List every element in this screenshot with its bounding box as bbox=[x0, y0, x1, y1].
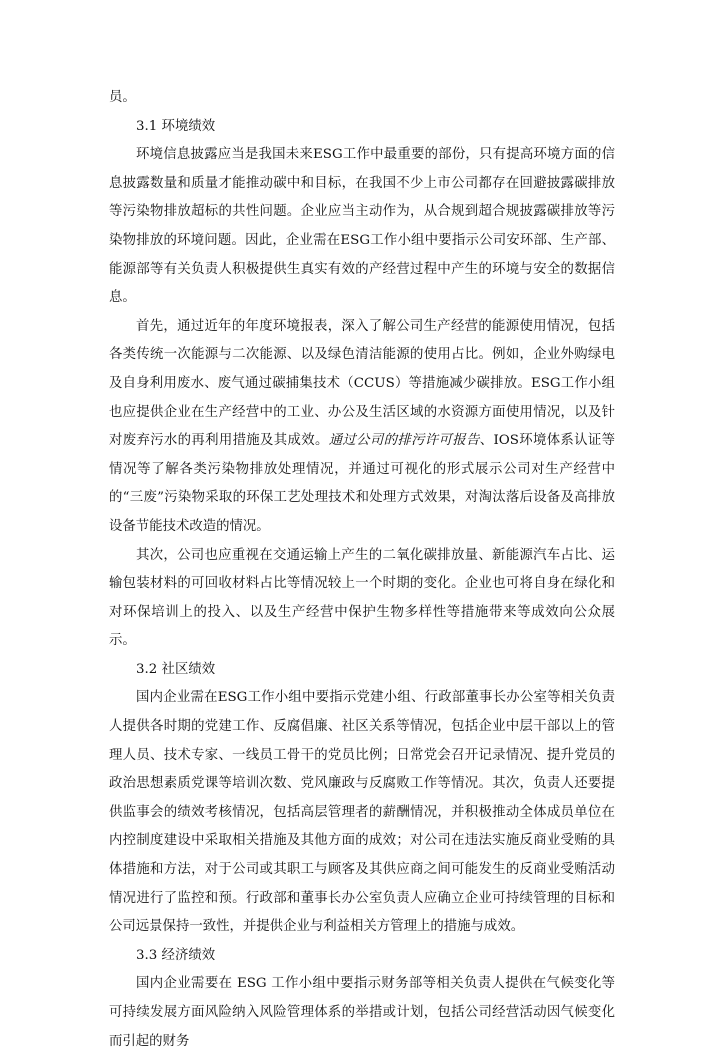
paragraph: 其次，公司也应重视在交通运输上产生的二氧化碳排放量、新能源汽车占比、运输包装材料的可回收材料占比等情况较上一个时期的变化。企业也可将自身在绿化和对环保培训上的投入、以及生产经营中保护生物多样性等措施带来等成效向公众展示。 bbox=[109, 547, 615, 649]
paragraph bbox=[109, 313, 615, 542]
section-heading-environment: 3.1 环境绩效 bbox=[136, 118, 216, 134]
section-heading-economic: 3.3 经济绩效 bbox=[136, 947, 216, 963]
paragraph: 国内企业需在ESG工作小组中要指示党建小组、行政部董事长办公室等相关负责人提供各时期的党建工作、反腐倡廉、社区关系等情况，包括企业中层干部以上的管理人员、技术专家、一线员工骨干的党员比例；日常党会召开记录情况、提升党员的政治思想素质党课等培训次数、党风廉政与反腐败工作等情况。其次，负责人还要提供监事会的绩效考核情况，包括高层管理者的薪酬情况，并积极推动全体成员单位在内控制度建设中采取相关措施及其他方面的成效；对公司在违法实施反商业受贿的具体措施和方法，对于公司或其职工与顾客及其供应商之间可能发生的反商业受贿活动情况进行了监控和预。行政部和董事长办公室负责人应确立企业可持续管理的目标和公司远景保持一致性，并提供企业与利益相关方管理上的措施与成效。 bbox=[109, 690, 615, 935]
paragraph-text: 、IOS环境体系认证等情况等了解各类污染物排放处理情况，并通过可视化的形式展示公司对生产经营中的“三废”污染物采取的环保工艺处理技术和处理方式效果，对淘汰落后设备及高排放设备节能技术改造的情况。 bbox=[109, 433, 615, 534]
paragraph: 国内企业需要在 ESG 工作小组中要指示财务部等相关负责人提供在气候变化等可持续发展方面风险纳入风险管理体系的举措或计划，包括公司经营活动因气候变化而引起的财务 bbox=[109, 976, 615, 1049]
paragraph: 环境信息披露应当是我国未来ESG工作中最重要的部份，只有提高环境方面的信息披露数量和质量才能推动碳中和目标，在我国不少上市公司都存在回避披露碳排放等污染物排放超标的共性问题。企业应当主动作为，从合规到超合规披露碳排放等污染物排放的环境问题。因此，企业需在ESG工作小组中要指示公司安环部、生产部、能源部等有关负责人积极提供生真实有效的产经营过程中产生的环境与安全的数据信息。 bbox=[109, 147, 615, 306]
paragraph-text: 首先，通过近年的年度环境报表，深入了解公司生产经营的能源使用情况，包括各类传统一次能源与二次能源、以及绿色清洁能源的使用占比。例如，企业外购绿电及自身利用废水、废气通过碳捕集技术（CCUS）等措施减少碳排放。ESG工作小组也应提供企业在生产经营中的工业、办公及生活区域的水资源方面使用情况，以及针对废弃污水的再利用措施及其成效。 bbox=[109, 318, 615, 449]
lead-fragment: 员。 bbox=[109, 90, 136, 105]
italic-phrase: 通过公司的排污许可报告 bbox=[328, 433, 480, 449]
document-body bbox=[109, 84, 615, 1056]
section-heading-community: 3.2 社区绩效 bbox=[136, 661, 216, 677]
